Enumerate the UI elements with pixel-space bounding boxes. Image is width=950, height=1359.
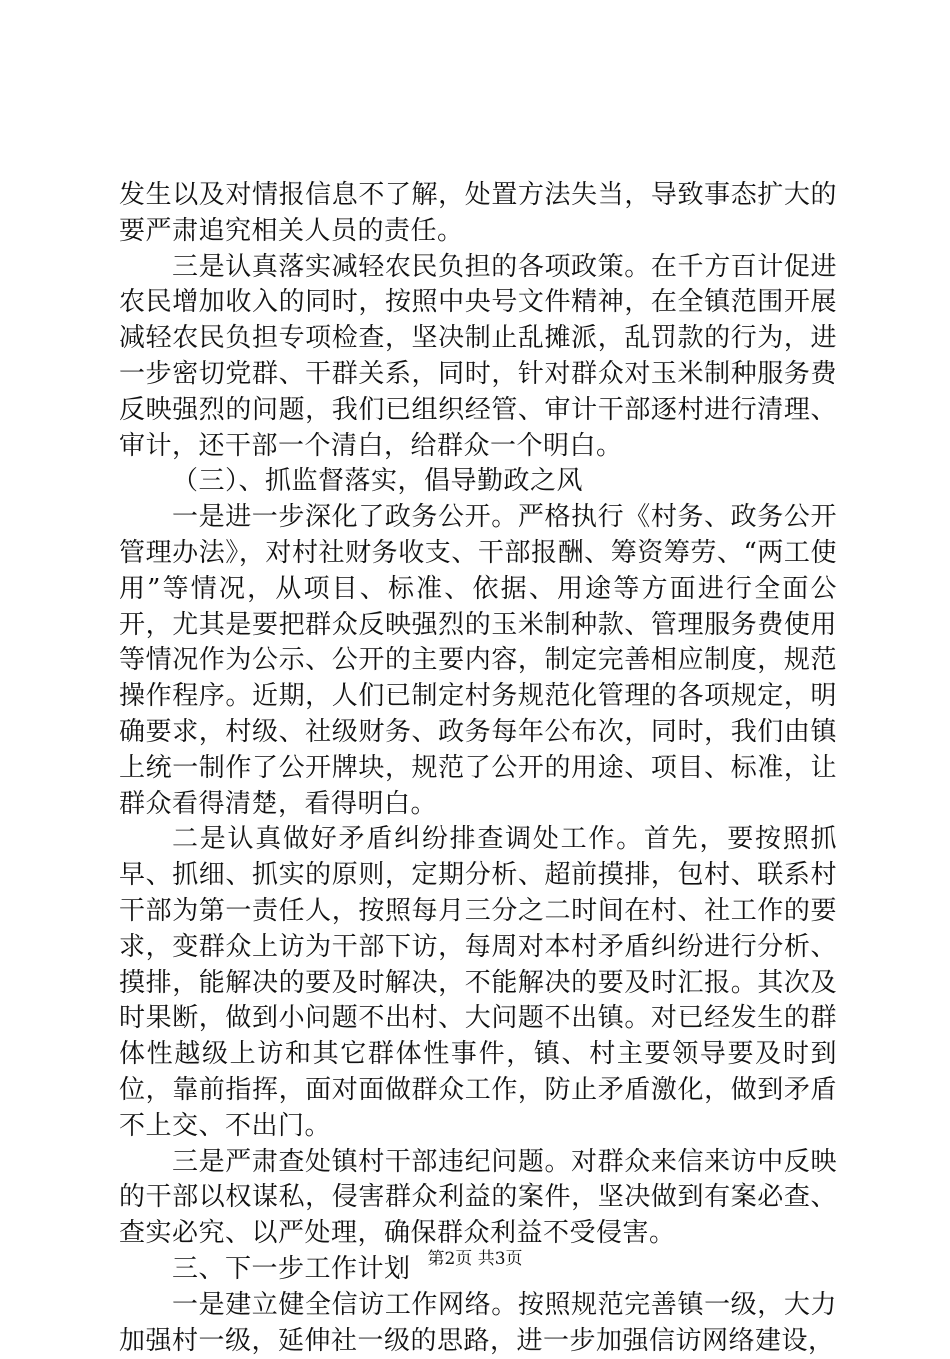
paragraph-petition-network: 一是建立健全信访工作网络。按照规范完善镇一级，大力加强村一级，延伸社一级的思路，进一步加强信访网络建设， <box>119 1289 837 1356</box>
document-body <box>119 178 837 1359</box>
paragraph-government-affairs-openness: 一是进一步深化了政务公开。严格执行《村务、政务公开管理办法》，对村社财务收支、干部报酬、筹资筹劳、“两工使用”等情况，从项目、标准、依据、用途等方面进行全面公开，尤其是要把群众反映强烈的玉米制种款、管理服务费使用等情况作为公示、公开的主要内容，制定完善相应制度，规范操作程序。近期，人们已制定村务规范化管理的各项规定，明确要求，村级、社级财务、政务每年公布次，同时，我们由镇上统一制作了公开牌块，规范了公开的用途、项目、标准，让群众看得清楚，看得明白。 <box>119 502 837 819</box>
paragraph-discipline-investigation: 三是严肃查处镇村干部违纪问题。对群众来信来访中反映的干部以权谋私，侵害群众利益的案件，坚决做到有案必查、查实必究、以严处理，确保群众利益不受侵害。 <box>119 1146 837 1249</box>
paragraph-reduce-farmer-burden: 三是认真落实减轻农民负担的各项政策。在千方百计促进农民增加收入的同时，按照中央号文件精神，在全镇范围开展减轻农民负担专项检查，坚决制止乱摊派，乱罚款的行为，进一步密切党群、干群关系，同时，针对群众对玉米制种服务费反映强烈的问题，我们已组织经管、审计干部逐村进行清理、审计，还干部一个清白，给群众一个明白。 <box>119 251 837 461</box>
section-heading-supervision: （三）、抓监督落实，倡导勤政之风 <box>172 466 584 497</box>
page-number-footer: 第2页 共3页 <box>427 1249 523 1269</box>
paragraph-dispute-mediation: 二是认真做好矛盾纠纷排查调处工作。首先，要按照抓早、抓细、抓实的原则，定期分析、超前摸排，包村、联系村干部为第一责任人，按照每月三分之二时间在村、社工作的要求，变群众上访为干部下访，每周对本村矛盾纠纷进行分析、摸排，能解决的要及时解决，不能解决的要及时汇报。其次及时果断，做到小问题不出村、大问题不出镇。对已经发生的群体性越级上访和其它群体性事件，镇、村主要领导要及时到位，靠前指挥，面对面做群众工作，防止矛盾激化，做到矛盾不上交、不出门。 <box>119 824 837 1141</box>
paragraph-continuation: 发生以及对情报信息不了解，处置方法失当，导致事态扩大的要严肃追究相关人员的责任。 <box>119 180 837 246</box>
section-heading-next-steps: 三、下一步工作计划 <box>172 1253 411 1284</box>
